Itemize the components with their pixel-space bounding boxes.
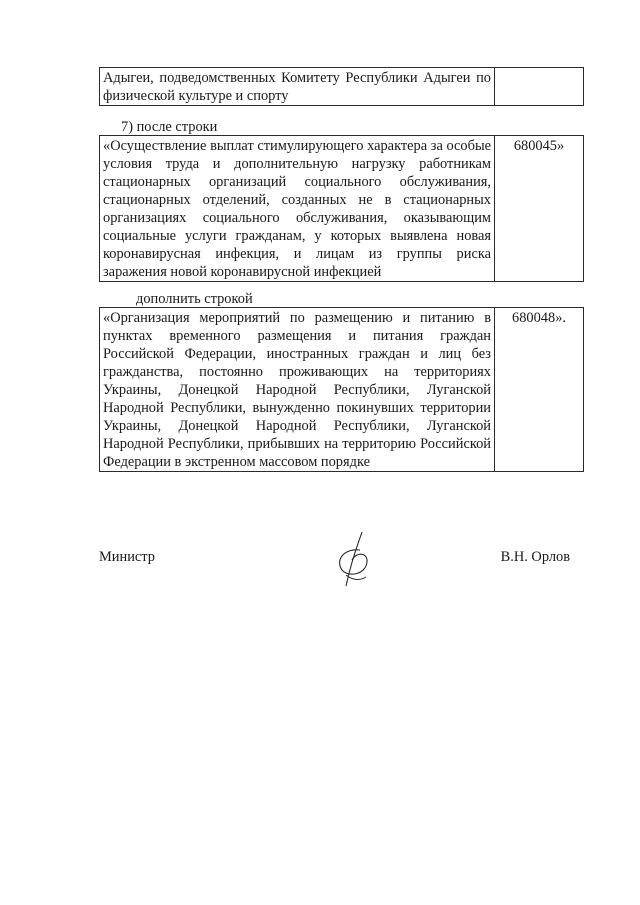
add-row-label: дополнить строкой: [136, 291, 253, 307]
signatory-name: В.Н. Орлов: [500, 549, 570, 565]
row-code: 680045»: [495, 136, 584, 282]
item-7-label: 7) после строки: [121, 119, 218, 135]
table-continuation: [99, 67, 584, 106]
row-description: «Организация мероприятий по размещению и питанию в пунктах временного размещения и питания граждан Российской Федерации, иностранных граждан и лиц без гражданства, постоянно проживающих на территориях Украины, Донецкой Народной Республики, Луганской Народной Республики, вынужденно покинувших территории Украины, Донецкой Народной Республики, Луганской Народной Республики, прибывших на территорию Российской Федерации в экстренном массовом порядке: [100, 308, 495, 472]
row-description: «Осуществление выплат стимулирующего характера за особые условия труда и дополнительную нагрузку работникам стационарных организаций социального обслуживания, стационарных отделений, созданных не в стационарных организациях социального обслуживания, оказывающим социальные услуги гражданам, у которых выявлена новая коронавирусная инфекция, и лицам из группы риска заражения новой коронавирусной инфекцией: [100, 136, 495, 282]
signatory-position: Министр: [99, 549, 155, 565]
handwritten-signature: [332, 530, 374, 590]
table-row: [100, 136, 584, 282]
table-row: [100, 308, 584, 472]
row-code: [495, 68, 584, 106]
table-row: [100, 68, 584, 106]
row-code: 680048».: [495, 308, 584, 472]
table-after-row: [99, 135, 584, 282]
row-description: Адыгеи, подведомственных Комитету Республики Адыгеи по физической культуре и спорту: [100, 68, 495, 106]
table-new-row: [99, 307, 584, 472]
